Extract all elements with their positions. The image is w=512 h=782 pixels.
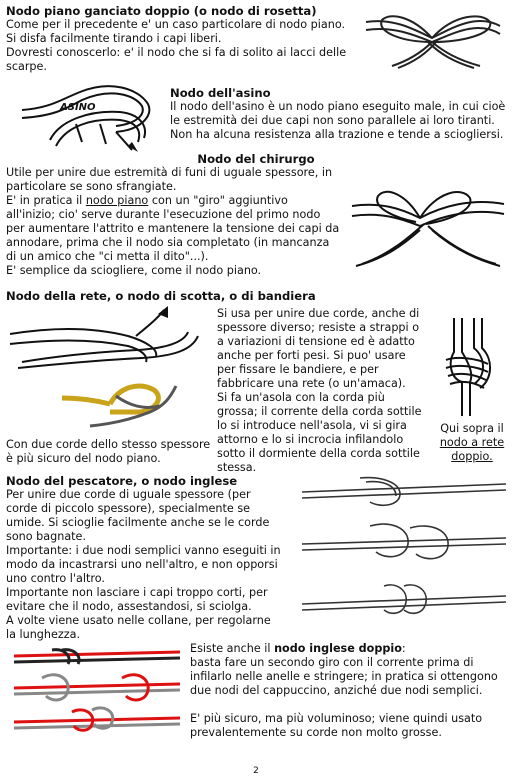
inglese-doppio-illustration [12,648,182,732]
body-line: spessore diverso; resiste a strappi o [217,321,420,334]
body-line: all'inizio; cio' serve durante l'esecuzione del primo nodo [6,208,321,221]
spacer [190,698,508,712]
body-line: Il nodo dell'asino è un nodo piano eseguito male, in cui cioè [170,100,506,113]
rete-doppio-illustration [440,318,494,416]
body-line: E' semplice da sciogliere, come il nodo piano. [6,264,262,277]
pescatore-steps-illustration [300,474,508,626]
body-line: per fissare le bandiere, e per [217,363,379,376]
chirurgo-knot-illustration [350,178,506,268]
section-nodo-rete [217,307,431,475]
body-line: lo si introduce nell'asola, vi si gira [217,419,407,432]
section-title-wrap [6,289,506,303]
body-line: Come per il precedente e' un caso particolare di nodo piano. [6,18,346,31]
body-line: anche per forti pesi. Si puo' usare [217,349,406,362]
section-nodo-pescatore [6,474,300,642]
body-line: le estremità dei due capi non sono parallele ai loro tiranti. [170,114,495,127]
text-span: : [401,642,406,655]
body-line: prevalentemente su corde non molto grosse. [190,726,442,739]
body-line: due nodi del cappuccino, anziché due nodi semplici. [190,684,483,697]
rete-knot-illustration-top [8,306,208,370]
body-line: Non ha alcuna resistenza alla trazione e tende a sciogliersi. [170,128,504,141]
asino-knot-illustration [20,80,160,154]
body-line: sotto il dormiente della corda sottile [217,447,420,460]
body-line: stessa. [217,461,257,474]
body-line [6,194,342,208]
bold-term: nodo inglese doppio [274,642,402,655]
rosetta-knot-illustration [362,8,506,70]
body-line: infilarlo nelle anelle e stringere; in pratica si ottengono [190,670,498,683]
body-line: è più sicuro del nodo piano. [6,452,161,465]
asino-label: ASINO [60,102,96,113]
section-title: Nodo della rete, o nodo di scotta, o di bandiera [6,289,316,303]
section-title: Nodo del pescatore, o nodo inglese [6,474,238,488]
section-nodo-chirurgo [6,166,342,278]
body-line: grossa; il corrente della corda sottile [217,405,422,418]
body-line: Utile per unire due estremità di funi di uguale spessore, in [6,166,333,179]
section-title: Nodo del chirurgo [197,152,315,166]
body-line: per aumentare l'attrito e mantenere la tensione dei capi da [6,222,340,235]
section-inglese-doppio [190,642,508,740]
body-line: umide. Si scioglie facilmente anche se le corde [6,516,270,529]
text-span: Esiste anche il [190,642,275,655]
rete-note [6,438,214,466]
body-line: modo da incastrarsi uno nell'altro, e non opporsi [6,558,278,571]
body-line: corde di piccolo spessore), specialmente se [6,502,251,515]
body-line: Si disfa facilmente tirando i capi liberi. [6,32,222,45]
body-line: a variazioni di tensione ed è adatto [217,335,415,348]
section-title: Nodo dell'asino [170,86,271,100]
caption-line: Qui sopra il [440,422,504,435]
page-number: 2 [253,766,259,776]
body-line: basta fare un secondo giro con il corrente prima di [190,656,474,669]
text-span: E' in pratica il [6,194,86,207]
rete-knot-illustration-bottom [60,376,180,434]
section-nodo-rosetta [6,4,356,74]
section-title: Nodo piano ganciato doppio (o nodo di rosetta) [6,4,317,18]
rete-doppio-caption [432,422,512,464]
body-line: attorno e lo si incrocia infilandolo [217,433,404,446]
body-line: di un amico che "ci metta il dito"...). [6,250,209,263]
body-line: Con due corde dello stesso spessore [6,438,211,451]
link-nodo-rete-doppio[interactable]: nodo a rete [439,436,505,449]
body-line: fabbricare una rete (o un'amaca). [217,377,406,390]
body-line: E' più sicuro, ma più voluminoso; viene quindi usato [190,712,483,725]
body-line: annodare, prima che il nodo sia completato (in mancanza [6,236,330,249]
body-line: particolare se sono sfrangiate. [6,180,177,193]
body-line [190,642,508,656]
body-line: la lunghezza. [6,628,81,641]
body-line: evitare che il nodo, assestandosi, si sciolga. [6,600,252,613]
link-doppio[interactable]: doppio. [451,450,493,463]
section-nodo-asino [170,86,506,142]
body-line: Per unire due corde di uguale spessore (per [6,488,251,501]
body-line: Si fa un'asola con la corda più [217,391,385,404]
text-span: con un "giro" aggiuntivo [148,194,288,207]
body-line: uno contro l'altro. [6,572,105,585]
link-nodo-piano[interactable]: nodo piano [85,194,149,207]
body-line: Si usa per unire due corde, anche di [217,307,420,320]
body-line: sono bagnate. [6,530,86,543]
body-line: A volte viene usato nelle collane, per regolarne [6,614,271,627]
section-title-wrap [0,152,512,166]
body-line: Dovresti conoscerlo: e' il nodo che si fa di solito ai lacci delle [6,46,347,59]
body-line: Importante: i due nodi semplici vanno eseguiti in [6,544,281,557]
body-line: Importante non lasciare i capi troppo corti, per [6,586,268,599]
body-line: scarpe. [6,60,47,73]
